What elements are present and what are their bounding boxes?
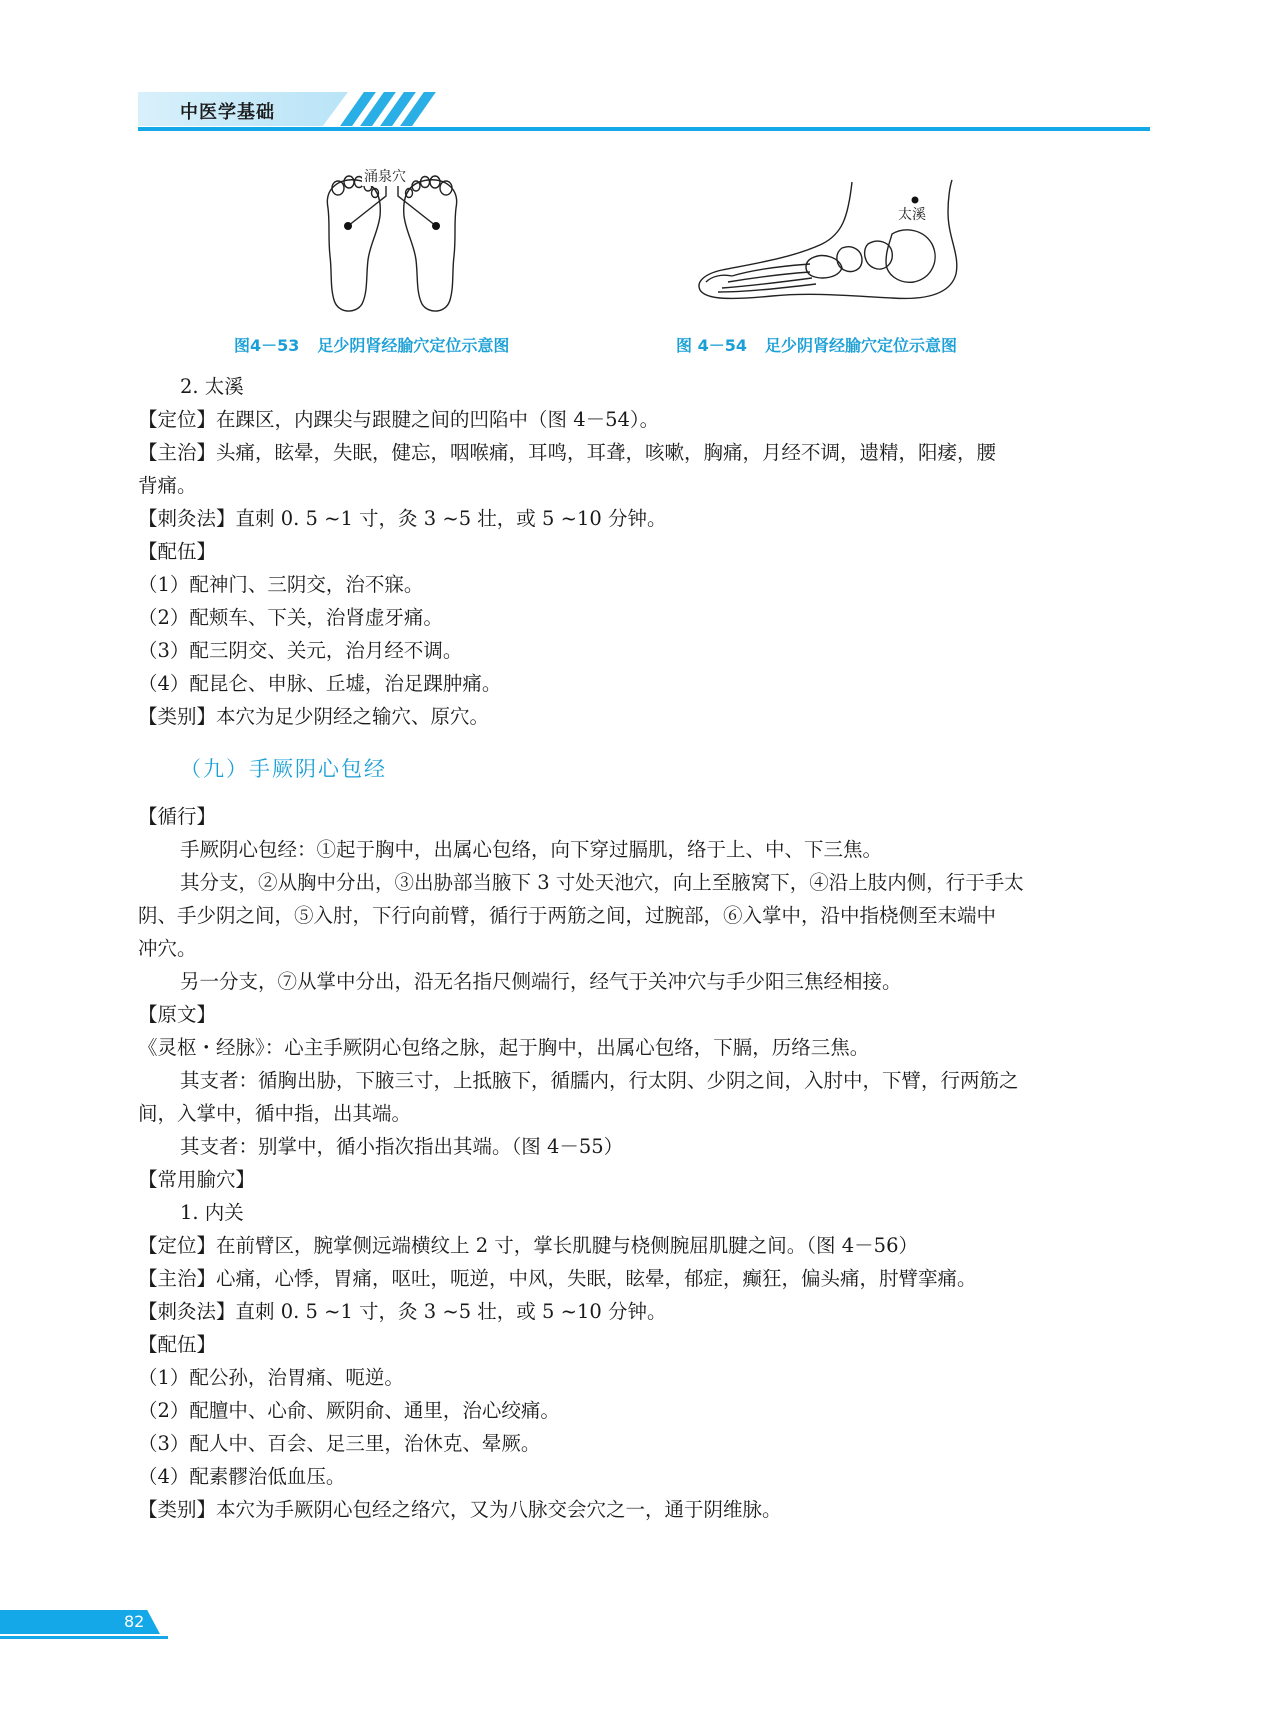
- caption-number: 图4－53: [234, 336, 300, 355]
- paragraph-line: 背痛。: [138, 474, 197, 497]
- list-item: （1）配公孙，治胃痛、呃逆。: [138, 1366, 404, 1389]
- list-item: （3）配人中、百会、足三里，治休克、晕厥。: [138, 1432, 541, 1455]
- list-item: （1）配神门、三阴交，治不寐。: [138, 573, 424, 596]
- list-item: （2）配颊车、下关，治肾虚牙痛。: [138, 606, 443, 629]
- paragraph-line: 【主治】头痛，眩晕，失眠，健忘，咽喉痛，耳鸣，耳聋，咳嗽，胸痛，月经不调，遗精，阳痿，腰: [138, 441, 997, 464]
- paragraph-line: 【配伍】: [138, 540, 217, 563]
- paragraph-line: 【刺灸法】直刺 0. 5 ~1 寸，灸 3 ~5 壮，或 5 ~10 分钟。: [138, 1300, 667, 1323]
- paragraph-line: 阴、手少阴之间，⑤入肘，下行向前臂，循行于两筋之间，过腕部，⑥入掌中，沿中指桡侧至末端中: [138, 904, 997, 927]
- figure-label-taixi: 太溪: [898, 207, 926, 223]
- figure-caption-4-54: [676, 333, 957, 356]
- figure-caption-4-53: [234, 333, 509, 356]
- caption-text: 足少阴肾经腧穴定位示意图: [764, 336, 957, 355]
- paragraph-line: 冲穴。: [138, 937, 197, 960]
- figure-label-yongquan: 涌泉穴: [362, 166, 408, 186]
- caption-text: 足少阴肾经腧穴定位示意图: [317, 336, 510, 355]
- subheading-taixi: 2. 太溪: [180, 375, 244, 398]
- paragraph-line: 【主治】心痛，心悸，胃痛，呕吐，呃逆，中风，失眠，眩晕，郁症，癫狂，偏头痛，肘臂挛痛。: [138, 1267, 977, 1290]
- caption-number: 图 4－54: [676, 336, 747, 355]
- paragraph-line: 《灵枢・经脉》：心主手厥阴心包络之脉，起于胸中，出属心包络，下膈，历络三焦。: [138, 1036, 870, 1059]
- paragraph-line: 【类别】本穴为足少阴经之输穴、原穴。: [138, 705, 490, 728]
- header-rule: [138, 127, 1150, 131]
- foot-illustration: [692, 178, 972, 310]
- list-item: （2）配膻中、心俞、厥阴俞、通里，治心绞痛。: [138, 1399, 560, 1422]
- soles-illustration: [318, 168, 466, 318]
- paragraph-line: 【类别】本穴为手厥阴心包经之络穴，又为八脉交会穴之一，通于阴维脉。: [138, 1498, 782, 1521]
- list-item: （4）配素髎治低血压。: [138, 1465, 346, 1488]
- subheading-neiguan: 1. 内关: [180, 1201, 244, 1224]
- list-item: （3）配三阴交、关元，治月经不调。: [138, 639, 463, 662]
- paragraph-line: 【循行】: [138, 805, 217, 828]
- footer-rule: [0, 1636, 168, 1639]
- figure-4-53-soles: [318, 168, 466, 318]
- paragraph-line: 【配伍】: [138, 1333, 217, 1356]
- list-item: （4）配昆仑、申脉、丘墟，治足踝肿痛。: [138, 672, 502, 695]
- paragraph-line: 手厥阴心包经：①起于胸中，出属心包络，向下穿过膈肌，络于上、中、下三焦。: [180, 838, 883, 861]
- paragraph-line: 其分支，②从胸中分出，③出胁部当腋下 3 寸处天池穴，向上至腋窝下，④沿上肢内侧，行于手太: [180, 871, 1024, 894]
- figure-4-54-foot: [692, 178, 972, 310]
- paragraph-line: 【定位】在踝区，内踝尖与跟腱之间的凹陷中（图 4－54）。: [138, 408, 660, 431]
- paragraph-line: 【常用腧穴】: [138, 1168, 256, 1191]
- paragraph-line: 其支者：别掌中，循小指次指出其端。（图 4－55）: [180, 1135, 624, 1158]
- paragraph-line: 其支者：循胸出胁，下腋三寸，上抵腋下，循臑内，行太阴、少阴之间，入肘中，下臂，行两筋之: [180, 1069, 1019, 1092]
- page-header: [138, 92, 1150, 134]
- paragraph-line: 另一分支，⑦从掌中分出，沿无名指尺侧端行，经气于关冲穴与手少阳三焦经相接。: [180, 970, 902, 993]
- section-heading: （九）手厥阴心包经: [180, 757, 387, 781]
- paragraph-line: 【定位】在前臂区，腕掌侧远端横纹上 2 寸，掌长肌腱与桡侧腕屈肌腱之间。（图 4－56）: [138, 1234, 918, 1257]
- paragraph-line: 间，入掌中，循中指，出其端。: [138, 1102, 412, 1125]
- paragraph-line: 【原文】: [138, 1003, 217, 1026]
- paragraph-line: 【刺灸法】直刺 0. 5 ~1 寸，灸 3 ~5 壮，或 5 ~10 分钟。: [138, 507, 667, 530]
- header-title: 中医学基础: [180, 102, 275, 123]
- page-number: 82: [124, 1612, 145, 1631]
